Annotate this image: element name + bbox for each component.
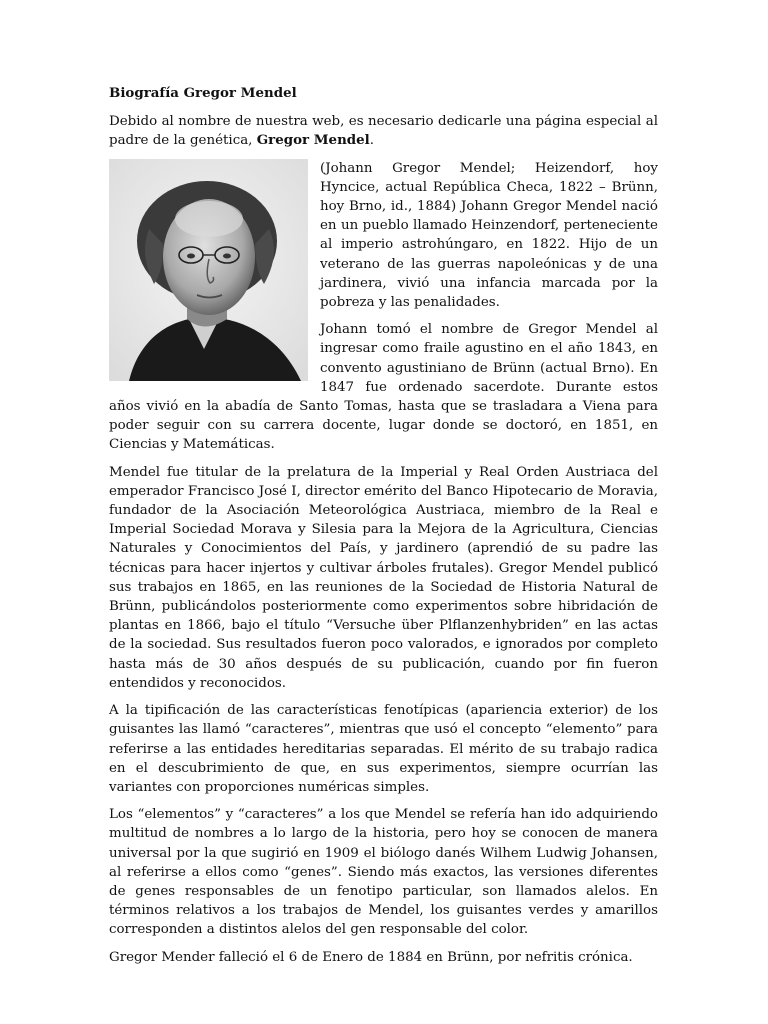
intro-bold-name: Gregor Mendel (256, 132, 370, 149)
paragraph-5: Los “elementos” y “caracteres” a los que Mendel se refería han ido adquiriendo multitud de nombres a lo largo de la historia, pero hoy se conocen de manera universal por la que sugirió en 1909 el biólogo danés Wilhem Ludwig Johansen, al referirse a ellos como “genes”. Siendo más exactos, las versiones diferentes de genes responsables de un fenotipo particular, son llamados alelos. En términos relativos a los trabajos de Mendel, los guisantes verdes y amarillos corresponden a distintos alelos del gen responsable del color. (109, 807, 658, 938)
document-page (109, 84, 658, 975)
intro-text: Debido al nombre de nuestra web, es necesario dedicarle una página especial al padre de la genética, (109, 114, 658, 149)
document-title: Biografía Gregor Mendel (109, 85, 297, 101)
intro-paragraph (109, 112, 658, 150)
paragraph-2: Johann tomó el nombre de Gregor Mendel al ingresar como fraile agustino en el año 1843, en convento agustiniano de Brünn (actual Brno). En 1847 fue ordenado sacerdote. Durante estos años vivió en la abadía de Santo Tomas, hasta que se trasladara a Viena para poder seguir con su carrera docente, lugar donde se doctoró, en 1851, en Ciencias y Matemáticas. (109, 322, 658, 453)
intro-end: . (369, 133, 375, 149)
paragraph-6: Gregor Mender falleció el 6 de Enero de 1884 en Brünn, por nefritis crónica. (109, 949, 633, 965)
paragraph-3: Mendel fue titular de la prelatura de la Imperial y Real Orden Austriaca del emperador Francisco José I, director emérito del Banco Hipotecario de Moravia, fundador de la Asociación Meteorológica Austriaca, miembro de la Real e Imperial Sociedad Morava y Silesia para la Mejora de la Agricultura, Ciencias Naturales y Conocimientos del País, y jardinero (aprendió de su padre las técnicas para hacer injertos y cultivar árboles frutales). Gregor Mendel publicó sus trabajos en 1865, en las reuniones de la Sociedad de Historia Natural de Brünn, publicándolos posteriormente como experimentos sobre hibridación de plantas en 1866, bajo el título “Versuche über Plflanzenhybriden” en las actas de la sociedad. Sus resultados fueron poco valorados, e ignorados por completo hasta más de 30 años después de su publicación, cuando por fin fueron entendidos y reconocidos. (109, 464, 658, 691)
paragraph-4: A la tipificación de las características fenotípicas (apariencia exterior) de los guisantes las llamó “caracteres”, mientras que usó el concepto “elemento” para referirse a las entidades hereditarias separadas. El mérito de su trabajo radica en el descubrimiento de que, en sus experimentos, siempre ocurrían las variantes con proporciones numéricas simples. (109, 703, 658, 795)
paragraph-1: (Johann Gregor Mendel; Heizendorf, hoy Hyncice, actual República Checa, 1822 – Brünn, hoy Brno, id., 1884) Johann Gregor Mendel nació en un pueblo llamado Heinzendorf, perteneciente al imperio astrohúngaro, en 1822. Hijo de un veterano de las guerras napoleónicas y de una jardinera, vivió una infancia marcada por la pobreza y las penalidades. (320, 160, 658, 311)
portrait-photo-icon (109, 159, 308, 381)
